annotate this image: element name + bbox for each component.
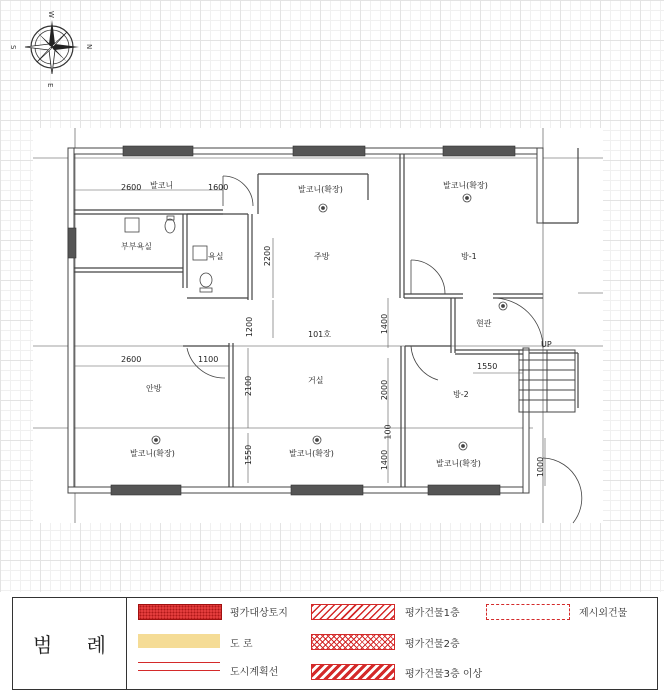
legend-building-2f: 평가건물2층 bbox=[405, 639, 460, 650]
swatch-building-1f bbox=[311, 604, 395, 620]
label-balcony-top-left: 발코니 bbox=[150, 181, 174, 190]
compass-n: N bbox=[85, 44, 93, 50]
legend-title: 범 례 bbox=[13, 598, 127, 689]
swatch-building-3f bbox=[311, 664, 395, 680]
compass-rose-icon bbox=[10, 5, 95, 90]
label-master-room: 안방 bbox=[146, 384, 162, 393]
label-kitchen: 주방 bbox=[314, 252, 330, 261]
compass-s: S bbox=[9, 45, 17, 50]
dim-1400-a: 1400 bbox=[380, 313, 390, 335]
label-stairs-up: UP bbox=[541, 340, 552, 349]
label-living: 거실 bbox=[308, 376, 324, 385]
dim-2600-top: 2600 bbox=[121, 183, 142, 192]
dim-1100: 1100 bbox=[198, 355, 219, 364]
dim-1200: 1200 bbox=[245, 316, 255, 338]
label-room1: 방-1 bbox=[461, 252, 477, 261]
legend-road: 도 로 bbox=[230, 639, 253, 650]
label-balcony-bottom-right: 발코니(확장) bbox=[436, 459, 481, 468]
swatch-building-2f bbox=[311, 634, 395, 650]
legend-box bbox=[12, 597, 658, 690]
legend-building-3f: 평가건물3층 이상 bbox=[405, 669, 483, 680]
label-unit: 101호 bbox=[308, 330, 331, 339]
dim-1400-b: 1400 bbox=[380, 449, 390, 471]
label-balcony-bottom-center: 발코니(확장) bbox=[289, 449, 334, 458]
legend-other-building: 제시외건물 bbox=[579, 608, 628, 619]
label-room2: 방-2 bbox=[453, 390, 469, 399]
legend-building-1f: 평가건물1층 bbox=[405, 608, 460, 619]
compass-w: W bbox=[47, 11, 55, 18]
dim-1550-right: 1550 bbox=[477, 362, 498, 371]
label-entrance: 현관 bbox=[476, 319, 492, 328]
label-bath: 욕실 bbox=[208, 252, 224, 261]
dim-2000: 2000 bbox=[380, 379, 390, 401]
label-master-bath: 부부욕실 bbox=[121, 242, 152, 251]
dim-2200: 2200 bbox=[263, 245, 273, 267]
swatch-city-plan-line bbox=[138, 662, 220, 671]
dim-1000: 1000 bbox=[536, 456, 546, 478]
dim-2100: 2100 bbox=[244, 375, 254, 397]
compass-e: E bbox=[46, 83, 54, 88]
dim-2600-mid: 2600 bbox=[121, 355, 142, 364]
swatch-other-building bbox=[486, 604, 570, 620]
label-balcony-bottom-left: 발코니(확장) bbox=[130, 449, 175, 458]
legend-target-land: 평가대상토지 bbox=[230, 608, 288, 619]
label-balcony-top-right: 발코니(확장) bbox=[443, 181, 488, 190]
dim-1600: 1600 bbox=[208, 183, 229, 192]
floor-plan bbox=[33, 128, 603, 523]
dim-100: 100 bbox=[383, 424, 393, 440]
legend-city-plan-line: 도시계획선 bbox=[230, 667, 279, 678]
dim-1550-bottom: 1550 bbox=[244, 444, 254, 466]
label-balcony-top-center: 발코니(확장) bbox=[298, 185, 343, 194]
swatch-road bbox=[138, 634, 220, 648]
swatch-target-land bbox=[138, 604, 222, 620]
